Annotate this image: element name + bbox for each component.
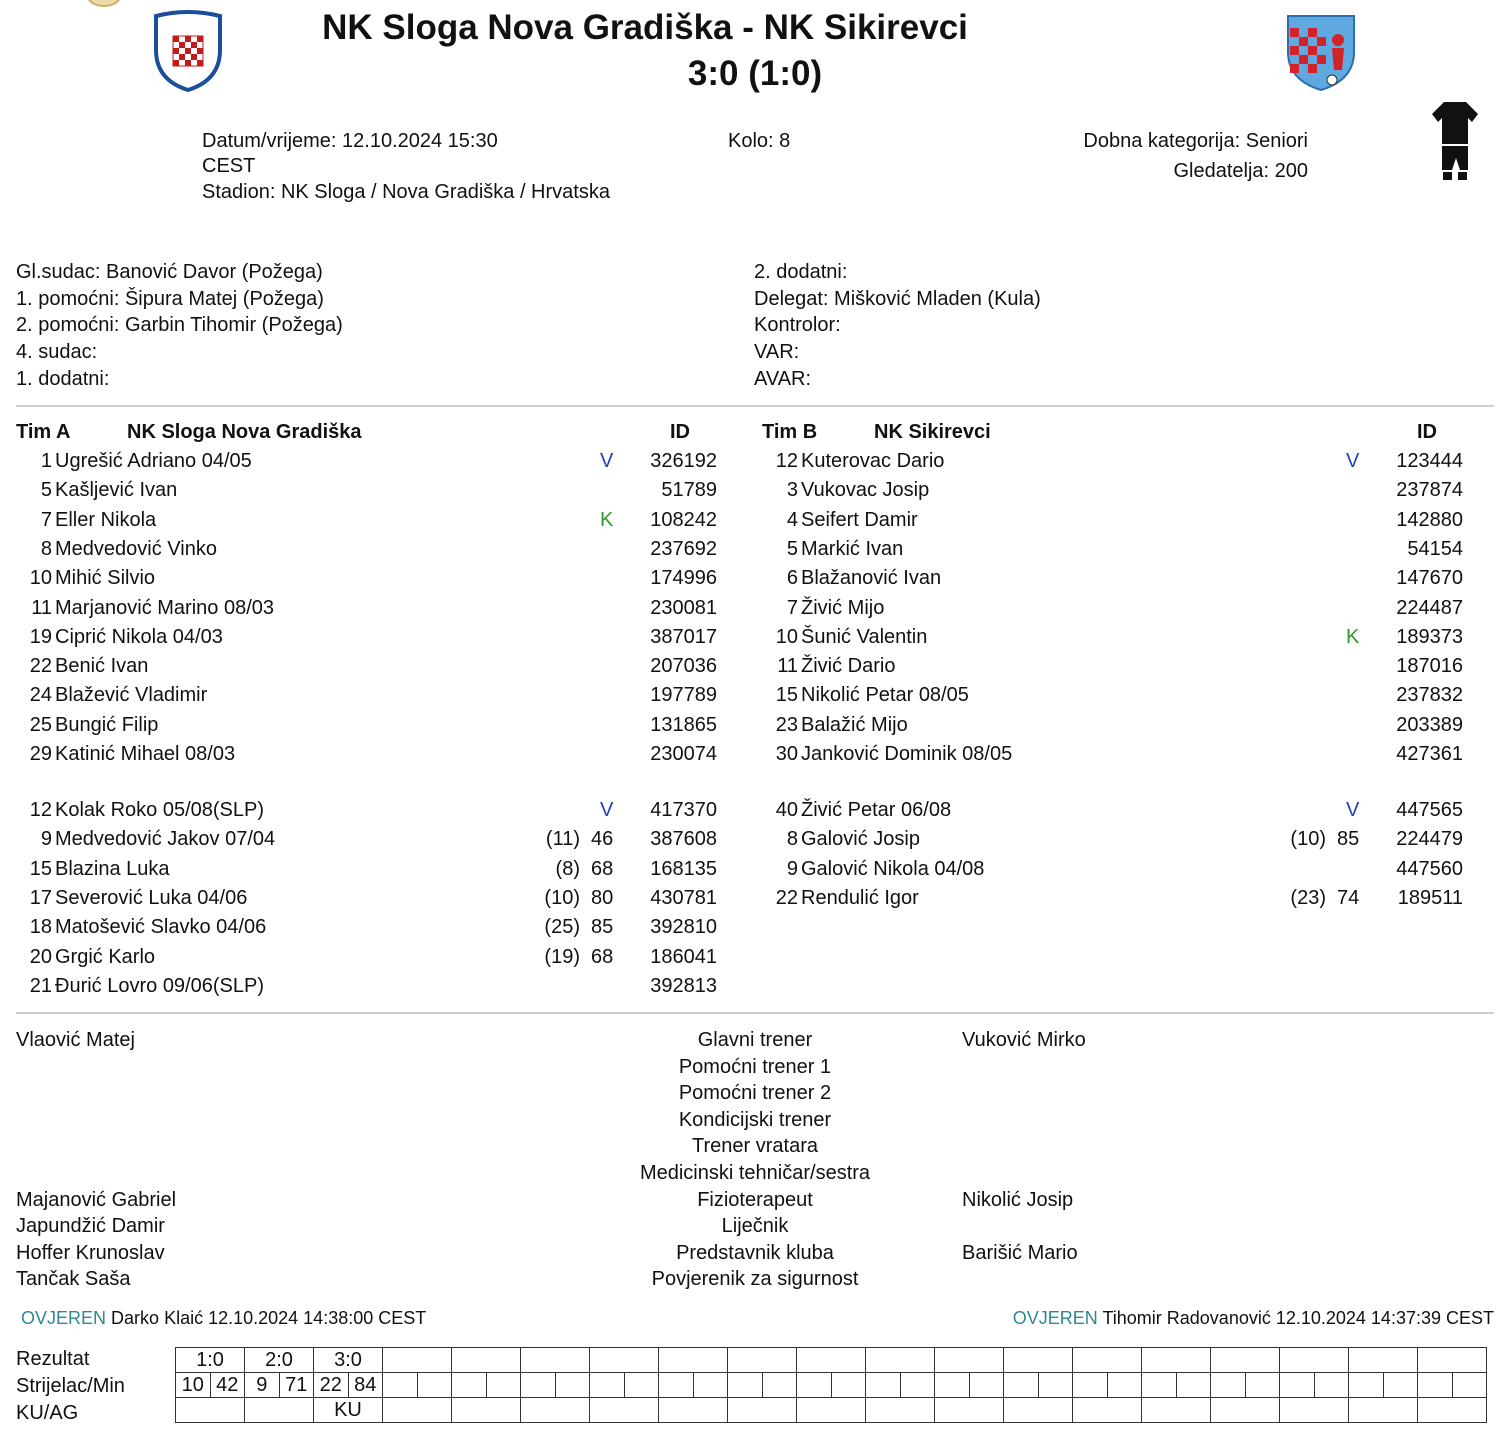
grid-kuag-cell bbox=[935, 1398, 1004, 1423]
grid-kuag-cell bbox=[1349, 1398, 1418, 1423]
grid-minute-cell bbox=[900, 1373, 935, 1398]
match-title: NK Sloga Nova Gradiška - NK Sikirevci bbox=[322, 8, 968, 47]
captain-marker: V bbox=[1346, 799, 1360, 821]
player-id: 224487 bbox=[1396, 597, 1463, 619]
grid-kuag-cell bbox=[728, 1398, 797, 1423]
grid-kuag-cell bbox=[1073, 1398, 1142, 1423]
scorer-row-label: Strijelac/Min bbox=[16, 1375, 125, 1397]
player-name: Marjanović Marino 08/03 bbox=[55, 597, 274, 619]
player-name: Markić Ivan bbox=[801, 538, 904, 560]
grid-minute-cell bbox=[1452, 1373, 1487, 1398]
grid-minute-cell bbox=[969, 1373, 1004, 1398]
player-name: Đurić Lovro 09/06(SLP) bbox=[55, 975, 264, 997]
staff-role: Povjerenik za sigurnost bbox=[651, 1268, 859, 1290]
player-number: 7 bbox=[40, 509, 52, 531]
official: 4. sudac: bbox=[16, 341, 98, 363]
player-number: 25 bbox=[29, 714, 52, 736]
player-name: Katinić Mihael 08/03 bbox=[55, 743, 236, 765]
player-id: 168135 bbox=[650, 858, 717, 880]
player-name: Janković Dominik 08/05 bbox=[801, 743, 1013, 765]
player-id: 237832 bbox=[1396, 684, 1463, 706]
grid-scorer-cell bbox=[1418, 1373, 1453, 1398]
grid-minute-cell: 84 bbox=[348, 1373, 383, 1398]
grid-scorer-cell: 10 bbox=[176, 1373, 211, 1398]
player-name: Blažanović Ivan bbox=[801, 567, 942, 589]
player-number: 6 bbox=[786, 567, 798, 589]
official: 1. dodatni: bbox=[16, 368, 110, 390]
captain-marker: V bbox=[600, 799, 614, 821]
grid-score-cell: 3:0 bbox=[314, 1348, 383, 1373]
player-id: 207036 bbox=[650, 655, 717, 677]
player-number: 17 bbox=[29, 887, 52, 909]
player-name: Blažević Vladimir bbox=[55, 684, 208, 706]
player-number: 29 bbox=[29, 743, 52, 765]
player-number: 19 bbox=[29, 626, 52, 648]
grid-scorer-cell: 22 bbox=[314, 1373, 349, 1398]
player-id: 54154 bbox=[1407, 538, 1463, 560]
player-id: 189373 bbox=[1396, 626, 1463, 648]
player-name: Kašljević Ivan bbox=[55, 479, 178, 501]
player-name: Eller Nikola bbox=[55, 509, 157, 531]
player-number: 7 bbox=[786, 597, 798, 619]
player-name: Benić Ivan bbox=[55, 655, 149, 677]
player-number: 18 bbox=[29, 916, 52, 938]
player-id: 174996 bbox=[650, 567, 717, 589]
staff-team-b: Nikolić Josip bbox=[962, 1189, 1074, 1211]
grid-scorer-cell bbox=[866, 1373, 901, 1398]
substitution-minute: 46 bbox=[591, 828, 614, 850]
grid-scorer-cell bbox=[1073, 1373, 1108, 1398]
team-a-name: NK Sloga Nova Gradiška bbox=[127, 421, 362, 443]
verified-status: OVJEREN bbox=[1012, 1308, 1098, 1328]
grid-scorer-cell bbox=[1211, 1373, 1246, 1398]
player-id: 430781 bbox=[650, 887, 717, 909]
player-id: 123444 bbox=[1396, 450, 1463, 472]
captain-marker: V bbox=[600, 450, 614, 472]
player-name: Matošević Slavko 04/06 bbox=[55, 916, 267, 938]
player-number: 9 bbox=[40, 828, 52, 850]
grid-scorer-cell bbox=[383, 1373, 418, 1398]
player-number: 40 bbox=[775, 799, 798, 821]
team-a-label: Tim A bbox=[16, 421, 71, 443]
official: 2. pomoćni: Garbin Tihomir (Požega) bbox=[16, 314, 343, 336]
stadium: Stadion: NK Sloga / Nova Gradiška / Hrvatska bbox=[202, 181, 610, 203]
grid-score-cell bbox=[728, 1348, 797, 1373]
grid-minute-cell: 71 bbox=[279, 1373, 314, 1398]
player-id: 131865 bbox=[650, 714, 717, 736]
player-number: 4 bbox=[786, 509, 798, 531]
player-id: 224479 bbox=[1396, 828, 1463, 850]
staff-team-a: Majanović Gabriel bbox=[16, 1189, 177, 1211]
player-number: 10 bbox=[775, 626, 798, 648]
player-id: 392810 bbox=[650, 916, 717, 938]
player-id: 189511 bbox=[1397, 887, 1463, 909]
grid-scorer-cell bbox=[1004, 1373, 1039, 1398]
team-b-crest bbox=[1286, 12, 1356, 92]
grid-kuag-cell bbox=[1142, 1398, 1211, 1423]
player-name: Ciprić Nikola 04/03 bbox=[55, 626, 223, 648]
spectators: Gledatelja: 200 bbox=[1173, 160, 1308, 182]
player-number: 3 bbox=[786, 479, 798, 501]
datetime: Datum/vrijeme: 12.10.2024 15:30 bbox=[202, 130, 498, 152]
player-number: 10 bbox=[29, 567, 52, 589]
player-id: 203389 bbox=[1396, 714, 1463, 736]
grid-kuag-cell bbox=[797, 1398, 866, 1423]
grid-score-cell bbox=[590, 1348, 659, 1373]
grid-score-cell bbox=[1280, 1348, 1349, 1373]
grid-score-cell bbox=[866, 1348, 935, 1373]
player-id: 447565 bbox=[1396, 799, 1463, 821]
staff-team-b: Barišić Mario bbox=[962, 1242, 1078, 1264]
team-b-id-header: ID bbox=[1417, 421, 1437, 443]
staff-role: Medicinski tehničar/sestra bbox=[639, 1162, 871, 1184]
grid-minute-cell bbox=[1107, 1373, 1142, 1398]
result-row-label: Rezultat bbox=[16, 1348, 90, 1370]
grid-score-cell bbox=[1073, 1348, 1142, 1373]
substitution-minute: 85 bbox=[591, 916, 614, 938]
grid-kuag-cell: KU bbox=[314, 1398, 383, 1423]
separator bbox=[16, 405, 1494, 407]
staff-role: Predstavnik kluba bbox=[676, 1242, 834, 1264]
grid-minute-cell bbox=[1245, 1373, 1280, 1398]
grid-score-cell bbox=[452, 1348, 521, 1373]
team-b-name: NK Sikirevci bbox=[874, 421, 991, 443]
grid-scorer-cell bbox=[935, 1373, 970, 1398]
grid-kuag-cell bbox=[521, 1398, 590, 1423]
player-name: Bungić Filip bbox=[55, 714, 159, 736]
grid-scorer-cell bbox=[659, 1373, 694, 1398]
grid-minute-cell bbox=[831, 1373, 866, 1398]
grid-scorer-cell bbox=[797, 1373, 832, 1398]
staff-role: Liječnik bbox=[721, 1215, 789, 1237]
grid-minute-cell bbox=[1383, 1373, 1418, 1398]
separator bbox=[16, 1012, 1494, 1014]
grid-kuag-cell bbox=[1004, 1398, 1073, 1423]
grid-minute-cell bbox=[1176, 1373, 1211, 1398]
player-name: Medvedović Vinko bbox=[55, 538, 217, 560]
player-name: Šunić Valentin bbox=[801, 626, 928, 648]
player-number: 23 bbox=[775, 714, 798, 736]
staff-role: Pomoćni trener 2 bbox=[678, 1082, 832, 1104]
grid-score-cell bbox=[383, 1348, 452, 1373]
grid-scorer-cell: 9 bbox=[245, 1373, 280, 1398]
substitution-for: (19) bbox=[544, 946, 580, 968]
official: 1. pomoćni: Šipura Matej (Požega) bbox=[16, 288, 324, 310]
grid-score-cell: 2:0 bbox=[245, 1348, 314, 1373]
official: Delegat: Mišković Mladen (Kula) bbox=[754, 288, 1041, 310]
grid-minute-cell bbox=[1314, 1373, 1349, 1398]
player-number: 21 bbox=[29, 975, 52, 997]
player-name: Nikolić Petar 08/05 bbox=[801, 684, 969, 706]
player-name: Galović Josip bbox=[801, 828, 920, 850]
staff-team-a: Tančak Saša bbox=[16, 1268, 131, 1290]
player-number: 24 bbox=[29, 684, 52, 706]
player-name: Seifert Damir bbox=[801, 509, 918, 531]
player-name: Severović Luka 04/06 bbox=[55, 887, 248, 909]
player-number: 11 bbox=[31, 597, 52, 619]
grid-score-cell bbox=[1211, 1348, 1280, 1373]
player-name: Blazina Luka bbox=[55, 858, 170, 880]
staff-team-a: Japundžić Damir bbox=[16, 1215, 165, 1237]
grid-scorer-cell bbox=[590, 1373, 625, 1398]
captain-marker: K bbox=[600, 509, 614, 531]
player-id: 230074 bbox=[650, 743, 717, 765]
grid-score-cell bbox=[659, 1348, 728, 1373]
grid-score-cell bbox=[1142, 1348, 1211, 1373]
official: Gl.sudac: Banović Davor (Požega) bbox=[16, 261, 323, 283]
staff-role: Kondicijski trener bbox=[678, 1109, 832, 1131]
player-id: 427361 bbox=[1396, 743, 1463, 765]
player-number: 9 bbox=[786, 858, 798, 880]
grid-kuag-cell bbox=[590, 1398, 659, 1423]
substitution-for: (8) bbox=[555, 858, 580, 880]
grid-kuag-cell bbox=[245, 1398, 314, 1423]
player-number: 8 bbox=[40, 538, 52, 560]
player-number: 8 bbox=[786, 828, 798, 850]
substitution-minute: 85 bbox=[1337, 828, 1360, 850]
player-number: 1 bbox=[40, 450, 52, 472]
player-id: 447560 bbox=[1396, 858, 1463, 880]
verification-left bbox=[21, 1308, 426, 1329]
match-score: 3:0 (1:0) bbox=[687, 54, 823, 93]
player-name: Balažić Mijo bbox=[801, 714, 908, 736]
player-name: Živić Dario bbox=[801, 655, 896, 677]
grid-kuag-cell bbox=[383, 1398, 452, 1423]
grid-scorer-cell bbox=[728, 1373, 763, 1398]
age-category: Dobna kategorija: Seniori bbox=[1083, 130, 1308, 152]
substitution-for: (10) bbox=[1290, 828, 1326, 850]
staff-role: Glavni trener bbox=[697, 1029, 813, 1051]
grid-scorer-cell bbox=[521, 1373, 556, 1398]
grid-minute-cell bbox=[555, 1373, 590, 1398]
grid-scorer-cell bbox=[1349, 1373, 1384, 1398]
grid-score-cell bbox=[521, 1348, 590, 1373]
grid-score-cell bbox=[1349, 1348, 1418, 1373]
player-number: 15 bbox=[775, 684, 798, 706]
substitution-for: (25) bbox=[544, 916, 580, 938]
staff-team-a: Hoffer Krunoslav bbox=[16, 1242, 165, 1264]
grid-minute-cell: 42 bbox=[210, 1373, 245, 1398]
official: VAR: bbox=[754, 341, 800, 363]
grid-minute-cell bbox=[762, 1373, 797, 1398]
official: 2. dodatni: bbox=[754, 261, 848, 283]
substitution-for: (11) bbox=[545, 828, 580, 850]
player-number: 11 bbox=[777, 655, 798, 677]
grid-score-cell bbox=[797, 1348, 866, 1373]
player-name: Galović Nikola 04/08 bbox=[801, 858, 985, 880]
player-name: Grgić Karlo bbox=[55, 946, 156, 968]
player-id: 387608 bbox=[650, 828, 717, 850]
grid-kuag-cell bbox=[659, 1398, 728, 1423]
player-number: 5 bbox=[40, 479, 52, 501]
grid-scorer-cell bbox=[1142, 1373, 1177, 1398]
grid-score-cell bbox=[1004, 1348, 1073, 1373]
round: Kolo: 8 bbox=[728, 130, 791, 152]
substitution-minute: 68 bbox=[591, 946, 614, 968]
verified-by: Darko Klaić 12.10.2024 14:38:00 CEST bbox=[111, 1308, 427, 1328]
player-id: 392813 bbox=[650, 975, 717, 997]
player-name: Živić Petar 06/08 bbox=[801, 799, 952, 821]
player-id: 142880 bbox=[1396, 509, 1463, 531]
captain-marker: K bbox=[1346, 626, 1360, 648]
player-id: 417370 bbox=[650, 799, 717, 821]
player-number: 12 bbox=[775, 450, 798, 472]
player-number: 30 bbox=[775, 743, 798, 765]
substitution-for: (23) bbox=[1290, 887, 1326, 909]
substitution-minute: 80 bbox=[591, 887, 614, 909]
grid-minute-cell bbox=[417, 1373, 452, 1398]
captain-marker: V bbox=[1346, 450, 1360, 472]
grid-kuag-cell bbox=[1418, 1398, 1487, 1423]
grid-minute-cell bbox=[486, 1373, 521, 1398]
verification-right bbox=[1013, 1308, 1494, 1329]
team-a-id-header: ID bbox=[670, 421, 690, 443]
staff-team-a: Vlaović Matej bbox=[16, 1029, 135, 1051]
player-name: Živić Mijo bbox=[801, 597, 885, 619]
player-number: 22 bbox=[775, 887, 798, 909]
player-id: 237874 bbox=[1396, 479, 1463, 501]
grid-minute-cell bbox=[1038, 1373, 1073, 1398]
player-id: 51789 bbox=[661, 479, 717, 501]
player-id: 108242 bbox=[650, 509, 717, 531]
player-id: 147670 bbox=[1396, 567, 1463, 589]
substitution-for: (10) bbox=[544, 887, 580, 909]
player-name: Vukovac Josip bbox=[801, 479, 930, 501]
player-name: Rendulić Igor bbox=[801, 887, 919, 909]
player-name: Kuterovac Dario bbox=[801, 450, 945, 472]
player-name: Ugrešić Adriano 04/05 bbox=[55, 450, 252, 472]
player-number: 15 bbox=[29, 858, 52, 880]
datetime-tz: CEST bbox=[202, 155, 256, 177]
grid-kuag-cell bbox=[866, 1398, 935, 1423]
grid-score-cell: 1:0 bbox=[176, 1348, 245, 1373]
player-number: 12 bbox=[29, 799, 52, 821]
staff-role: Pomoćni trener 1 bbox=[678, 1056, 832, 1078]
player-id: 326192 bbox=[650, 450, 717, 472]
player-number: 22 bbox=[29, 655, 52, 677]
substitution-minute: 74 bbox=[1337, 887, 1360, 909]
verified-status: OVJEREN bbox=[21, 1308, 107, 1328]
staff-role: Fizioterapeut bbox=[697, 1189, 813, 1211]
team-b-label: Tim B bbox=[762, 421, 818, 443]
player-name: Kolak Roko 05/08(SLP) bbox=[55, 799, 265, 821]
player-id: 187016 bbox=[1396, 655, 1463, 677]
player-number: 5 bbox=[786, 538, 798, 560]
grid-kuag-cell bbox=[452, 1398, 521, 1423]
grid-score-cell bbox=[1418, 1348, 1487, 1373]
kit-icon bbox=[1430, 100, 1480, 182]
staff-role: Trener vratara bbox=[692, 1135, 818, 1157]
official: AVAR: bbox=[754, 368, 812, 390]
substitution-minute: 68 bbox=[591, 858, 614, 880]
kuag-row-label: KU/AG bbox=[16, 1402, 79, 1424]
player-id: 230081 bbox=[650, 597, 717, 619]
official: Kontrolor: bbox=[754, 314, 841, 336]
player-name: Medvedović Jakov 07/04 bbox=[55, 828, 276, 850]
grid-scorer-cell bbox=[1280, 1373, 1315, 1398]
player-id: 197789 bbox=[650, 684, 717, 706]
grid-kuag-cell bbox=[176, 1398, 245, 1423]
player-id: 186041 bbox=[650, 946, 717, 968]
player-id: 237692 bbox=[650, 538, 717, 560]
staff-team-b: Vuković Mirko bbox=[962, 1029, 1086, 1051]
player-number: 20 bbox=[29, 946, 52, 968]
player-id: 387017 bbox=[650, 626, 717, 648]
grid-score-cell bbox=[935, 1348, 1004, 1373]
verified-by: Tihomir Radovanović 12.10.2024 14:37:39 CEST bbox=[1102, 1308, 1494, 1328]
result-grid bbox=[175, 1347, 1487, 1423]
grid-kuag-cell bbox=[1280, 1398, 1349, 1423]
grid-scorer-cell bbox=[452, 1373, 487, 1398]
grid-minute-cell bbox=[693, 1373, 728, 1398]
grid-minute-cell bbox=[624, 1373, 659, 1398]
grid-kuag-cell bbox=[1211, 1398, 1280, 1423]
player-name: Mihić Silvio bbox=[55, 567, 156, 589]
